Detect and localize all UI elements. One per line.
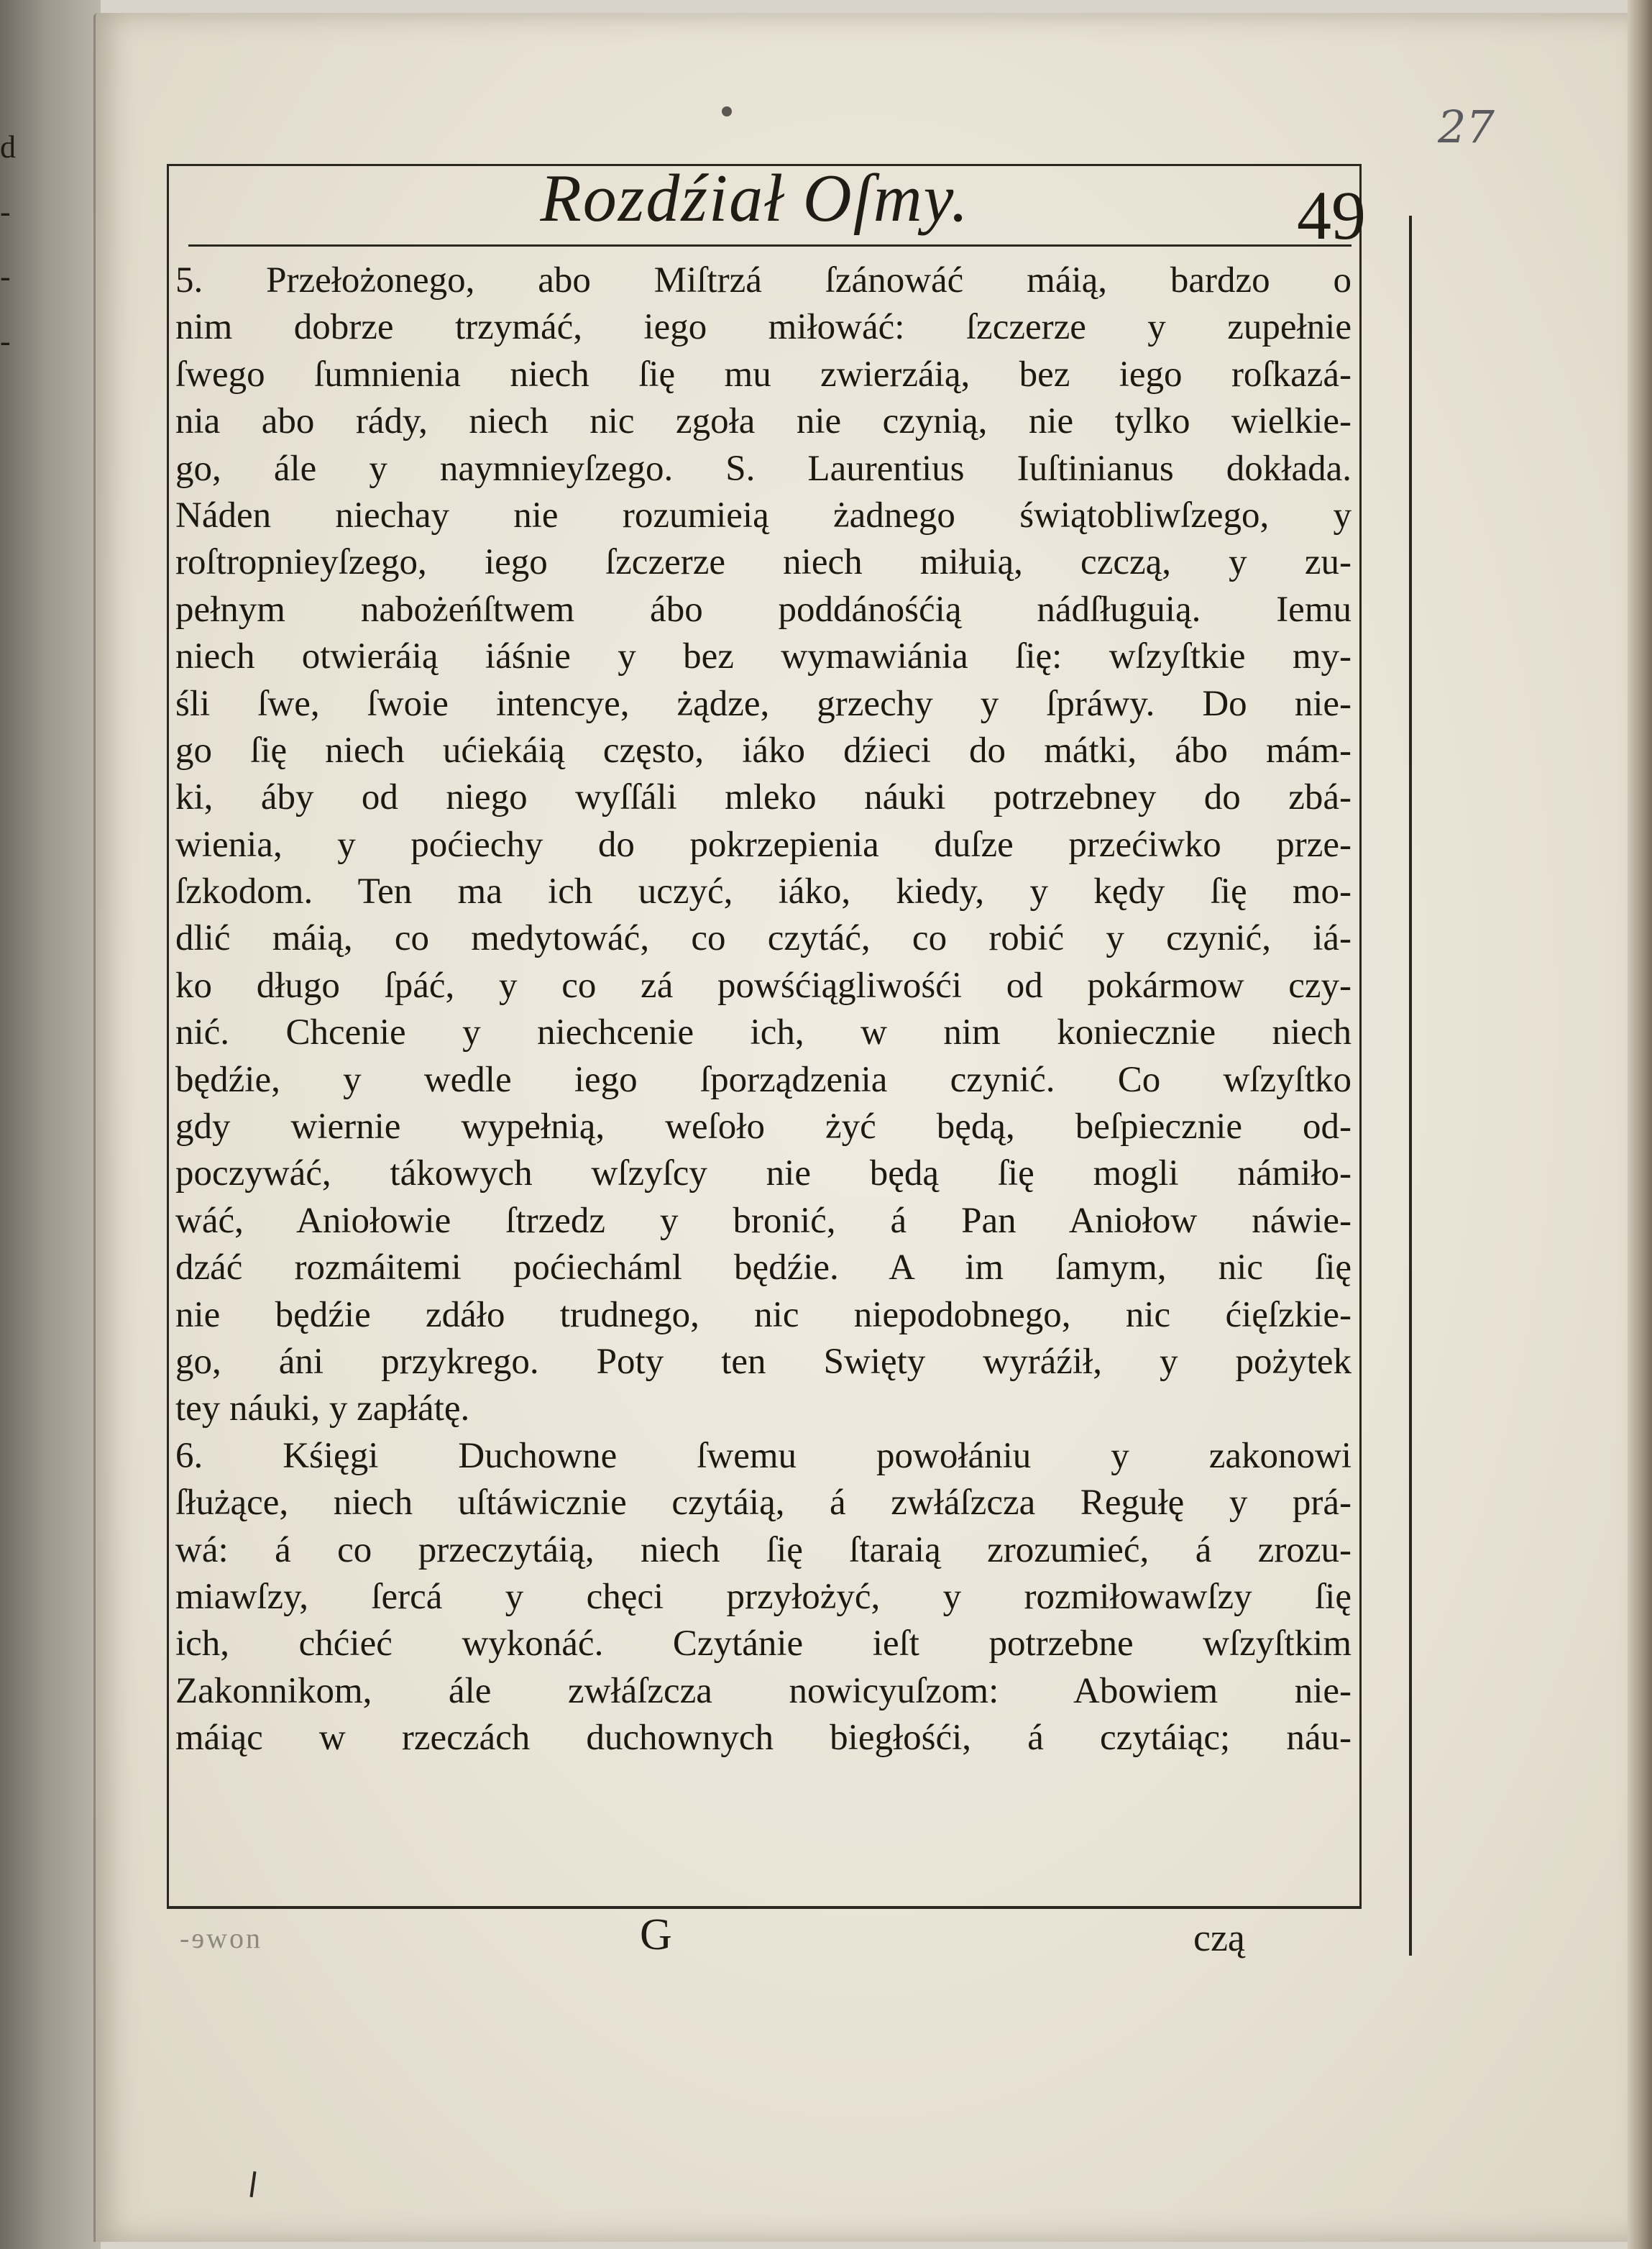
adjacent-page-edge	[0, 0, 101, 2249]
text-line: ſwego ſumnienia niech ſię mu zwierzáią, bez iego roſkazá-	[175, 354, 1352, 395]
show-through-text: -ɘwon	[180, 1922, 262, 1954]
text-line: poczywáć, tákowych wſzyſcy nie będą ſię mogli námiło-	[175, 1153, 1352, 1194]
text-line: nim dobrze trzymáć, iego miłowáć: ſzczerze y zupełnie	[175, 307, 1352, 348]
text-line: wáć, Aniołowie ſtrzedz y bronić, á Pan Aniołow náwie-	[175, 1200, 1352, 1241]
header-rule	[188, 244, 1352, 247]
signature-mark: G	[640, 1910, 672, 1959]
text-line: Náden niechay nie rozumieią żadnego świątobliwſzego, y	[175, 495, 1352, 536]
catchword: czą	[1193, 1916, 1245, 1959]
text-line: wá: á co przeczytáią, niech ſię ſtaraią zrozumieć, á zrozu-	[175, 1529, 1352, 1570]
text-line: go ſię niech ućiekáią często, iáko dźieci do mátki, ábo mám-	[175, 730, 1352, 771]
page-number: 49	[1297, 177, 1366, 254]
text-line: miawſzy, ſercá y chęci przyłożyć, y rozmiłowawſzy ſię	[175, 1576, 1352, 1617]
text-line: tey náuki, y zapłátę.	[175, 1388, 470, 1429]
adjacent-page-fragment: d - - -	[0, 129, 16, 359]
text-line: roſtropnieyſzego, iego ſzczerze niech miłuią, czczą, y zu-	[175, 542, 1352, 583]
page-fore-edge	[1628, 0, 1652, 2249]
text-line: dlić máią, co medytowáć, co czytáć, co robić y czynić, iá-	[175, 918, 1352, 959]
text-line: śli ſwe, ſwoie intencye, żądze, grzechy y ſpráwy. Do nie-	[175, 683, 1352, 724]
handwritten-folio-number: 27	[1438, 101, 1495, 153]
ink-spot	[722, 106, 732, 116]
text-line: wienia, y poćiechy do pokrzepienia duſze przećiwko prze-	[175, 824, 1352, 865]
text-line: ki, áby od niego wyſſáli mleko náuki potrzebney do zbá-	[175, 777, 1352, 818]
text-line: nić. Chcenie y niechcenie ich, w nim koniecznie niech	[175, 1012, 1352, 1053]
text-line: nie będźie zdáło trudnego, nic niepodobnego, nic ćięſzkie-	[175, 1294, 1352, 1335]
text-line: gdy wiernie wypełnią, weſoło żyć będą, beſpiecznie od-	[175, 1107, 1352, 1148]
text-line: Zakonnikom, ále zwłáſzcza nowicyuſzom: Abowiem nie-	[175, 1670, 1352, 1711]
text-line: 5. Przełożonego, abo Miſtrzá ſzánowáć máią, bardzo o	[175, 260, 1352, 301]
text-line: go, áni przykrego. Poty ten Swięty wyráźił, y pożytek	[175, 1341, 1352, 1382]
text-line: ſłużące, niech uſtáwicznie czytáią, á zwłáſzcza Regułę y prá-	[175, 1483, 1352, 1524]
text-line: go, ále y naymnieyſzego. S. Laurentius Iuſtinianus dokłada.	[175, 448, 1352, 489]
frame-outer-right-rule	[1409, 216, 1412, 1956]
running-head: Rozdźiał Oſmy.	[540, 161, 970, 236]
text-line: pełnym nabożeńſtwem ábo poddánośćią nádſługuią. Iemu	[175, 589, 1352, 630]
text-line: dzáć rozmáitemi poćiecháml będźie. A im ſamym, nic ſię	[175, 1247, 1352, 1288]
text-line: ich, chćieć wykonáć. Czytánie ieſt potrzebne wſzyſtkim	[175, 1623, 1352, 1664]
footer-rule	[167, 1907, 1362, 1909]
body-text	[175, 257, 1352, 1762]
text-line: nia abo rády, niech nic zgoła nie czynią, nie tylko wielkie-	[175, 401, 1352, 442]
text-line: niech otwieráią iáśnie y bez wymawiánia ſię: wſzyſtkie my-	[175, 636, 1352, 677]
text-line: ko długo ſpáć, y co zá powśćiągliwośći od pokármow czy-	[175, 965, 1352, 1006]
text-line: 6. Kśięgi Duchowne ſwemu powołániu y zakonowi	[175, 1435, 1352, 1476]
text-line: ſzkodom. Ten ma ich uczyć, iáko, kiedy, y kędy ſię mo-	[175, 871, 1352, 912]
text-line: máiąc w rzeczách duchownych biegłośći, á czytáiąc; náu-	[175, 1718, 1352, 1759]
text-line: będźie, y wedle iego ſporządzenia czynić. Co wſzyſtko	[175, 1059, 1352, 1100]
